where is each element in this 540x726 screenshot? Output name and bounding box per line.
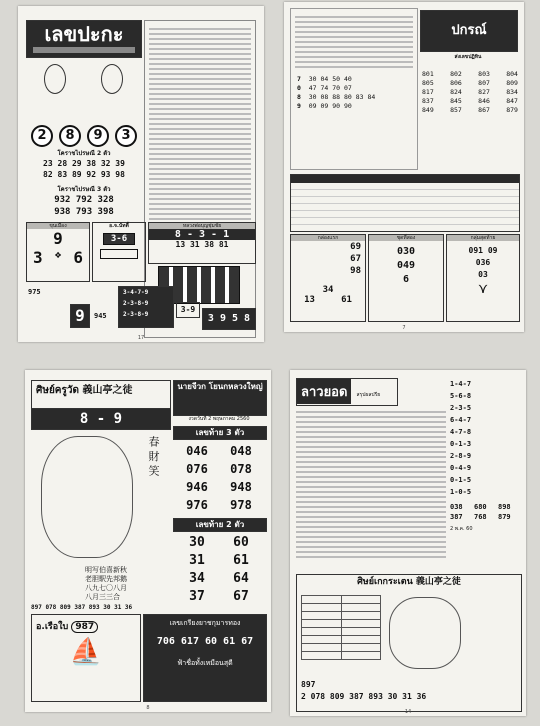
lucky-box [26,222,90,282]
panel-footer: 897 2 078 809 387 893 30 31 36 [301,680,427,701]
keyboard-icon [100,249,138,259]
cell-1: กล่องแรก 69 67 98 34 13 61 [290,234,366,322]
pairs-heading: โคราชไปรษณี 2 ตัว [57,150,111,157]
page-number: 17 [137,335,145,341]
lucky-num: 3 [33,248,43,267]
promo-box [143,614,267,702]
triples-list [28,194,140,218]
pairs-row: 82 83 89 92 93 98 [43,170,125,179]
boat-icon: ⛵ [69,637,103,667]
title: ศิษย์ครูวัด [36,385,79,396]
grid-col: 802 806 824 845 857 [450,70,462,114]
table-rows [145,21,255,232]
footer-strip: 897 078 809 387 893 30 31 36 [31,604,133,611]
page-bottom-left [25,370,271,712]
main-num: 8 - 9 [31,408,171,430]
monk-portrait-icon [44,64,66,94]
computer-title: อ.จ.นัทตี้ [109,223,129,229]
combo-row: 3-4-7-9 [123,289,149,296]
result-nums: 038 680 898 387 768 879 [450,503,511,521]
side-rows: 7 30 04 50 40 0 47 74 70 07 8 30 08 88 80 83 84 9 09 09 90 90 [297,75,376,110]
triples-row: 938 793 398 [54,207,114,217]
page-top-right [284,2,524,332]
page-bottom-right [290,370,526,716]
top-right-row: 13 31 38 81 [175,240,229,249]
title-chars: 義山亭之徒 [82,385,133,396]
page-header [18,6,264,14]
lucky-num: 6 [73,248,83,267]
logo-box [420,10,518,52]
cartoon-illustration [389,597,461,669]
combo-box [118,286,174,328]
page-number: 14 [404,709,412,715]
triples-heading: โคราชไปรษณี 3 ตัว [57,186,111,193]
date-line: 2 พ.ค. 60 [450,526,473,532]
logo-box [296,378,398,406]
panel-chars: 義山亭之徒 [415,577,461,587]
bottom-left-num: 975 [28,288,41,296]
cell-title: กล่องแรก [291,235,365,241]
poem: 明写伯喜新秋 老胆駅先邦鹅 八九七〇八月 八月三三合 [85,566,127,601]
mascots [34,64,134,100]
computer-box [92,222,146,282]
text-column [290,8,418,170]
logo-text: ปกรณ์ [451,23,487,38]
number-grid [422,70,518,115]
grid-col: 803 807 827 846 867 [478,70,490,114]
top-right-box [148,222,256,264]
promo-foot: ฟ้าชื่อทั้งเหมือนสุดี [177,659,233,667]
article-text [296,408,446,561]
pairs-row: 23 28 29 38 32 39 [43,159,125,168]
two-nums: 30 60 31 61 34 64 37 67 [189,535,249,604]
right-head [173,380,267,416]
cell-title: กลุ่มสุดท้าย [447,235,519,241]
bottom-panel [296,574,522,712]
three-nums: 046 048 076 078 946 948 976 978 [186,444,252,512]
monk-portrait-icon [101,64,123,94]
banner [26,20,142,58]
digit-circle: 8 [59,125,81,147]
bottom-right-num: 3 9 5 8 [202,308,256,330]
panel-title: ศิษย์เกกระเตน [357,577,413,587]
lucky-box-label: ขุนเมือง [27,223,89,229]
pairs-list [28,158,140,180]
circled-digits [28,124,140,147]
title-box [31,380,171,410]
logo-sub: ส่งเลขปฏิทิน [454,54,482,60]
cell-3: กลุ่มสุดท้าย 091 09 036 03 ⋎ [446,234,520,322]
bottom-num: 945 [94,312,107,320]
small-table [301,595,381,660]
digit-circle: 2 [31,125,53,147]
grid-col: 804 809 834 847 879 [506,70,518,114]
page-number: 7 [402,325,406,331]
digit-circle: 9 [87,125,109,147]
date-line: งวดวันที่ 2 พฤษภาคม 2560 [188,416,250,422]
promo-nums: 706 617 60 61 67 [156,636,254,647]
two-label: เลขท้าย 2 ตัว [173,518,267,532]
diamond-icon: ❖ [54,248,62,261]
boat-box [31,614,141,702]
cell-2: ชุดที่สอง 030 049 6 [368,234,444,322]
logo-tag: สรุปผลปรีย [356,392,381,398]
cell-title: ชุดที่สอง [369,235,443,241]
page-number: 8 [146,705,150,711]
right-list: 1-4-7 5-6-8 2-3-5 6-4-7 4-7-8 0-1-3 2-8-9 0-4-9 0-1-5 1-0-5 [450,380,472,496]
branch-icon: ⋎ [477,281,489,297]
lucky-num: 9 [53,229,63,248]
boat-label: อ.เรือใบ [36,622,69,632]
logo: ลาวยอด [297,379,351,404]
promo-head: เลขเกรียงยาชกุมารทอง [169,619,241,627]
boat-num: 987 [71,621,98,633]
triples-row: 932 792 328 [54,195,114,205]
results-grid [290,174,520,232]
computer-screen: 3-6 [103,233,135,245]
top-right-num: 8 - 3 - 1 [149,229,255,240]
top-right-title: หลวงพ่อบุญชุ่มชัย [149,223,255,229]
grid-col: 801 805 817 837 849 [422,70,434,114]
right-head-text: นายจีวก โยนกหลวงใหญ่ [177,382,263,391]
big-digit: 9 [70,304,90,328]
combo-row: 2-3-8-9 [123,300,149,307]
page-top-left [18,6,264,342]
side-num: 3-9 [176,302,200,318]
cartoon-illustration [41,436,133,558]
three-label: เลขท้าย 3 ตัว [173,426,267,440]
banner-title: เลขปะกะ [44,22,124,46]
combo-row: 2-3-8-9 [123,311,149,318]
cartoon-chars: 春 財 笑 [147,436,160,476]
digit-circle: 3 [115,125,137,147]
